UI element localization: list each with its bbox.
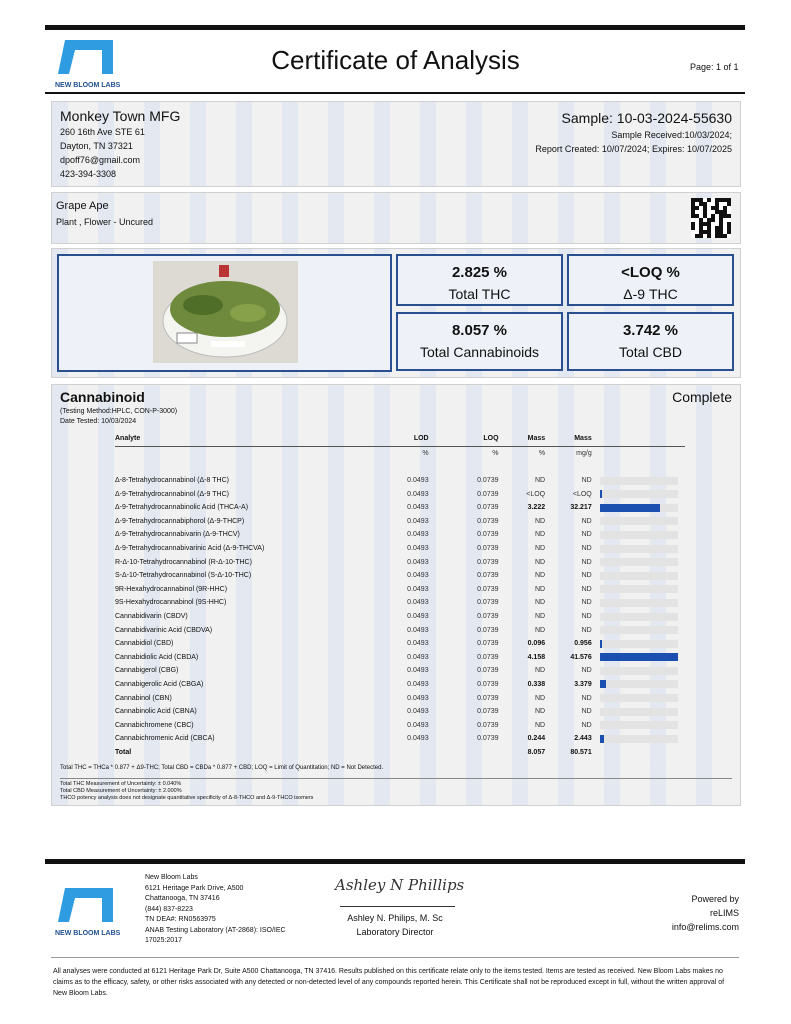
total-cbd-box xyxy=(567,312,734,371)
cell-mass-mg: 2.443 xyxy=(574,735,592,743)
cell-mass-pct: ND xyxy=(535,708,546,716)
cell-analyte: R-Δ-10-Tetrahydrocannabinol (R-Δ-10-THC) xyxy=(115,558,252,566)
cell-bar xyxy=(592,664,685,678)
col-analyte: Analyte xyxy=(115,432,359,446)
cell-mass-pct: 4.158 xyxy=(527,653,546,661)
bar-track xyxy=(600,599,678,607)
bar-track xyxy=(600,721,678,729)
bar-track xyxy=(600,694,678,702)
total-cannabinoids-value: 8.057 % xyxy=(451,322,508,339)
testing-method: (Testing Method:HPLC, CON-P-3000) xyxy=(60,408,178,415)
cell-mass-mg: 32.217 xyxy=(570,504,592,512)
bar-fill xyxy=(600,490,602,498)
cell-mass-mg: 41.576 xyxy=(570,653,592,661)
cell-loq: 0.0739 xyxy=(477,599,499,607)
table-row xyxy=(115,678,685,692)
cell-mass-mg: ND xyxy=(581,545,592,553)
cell-loq: 0.0739 xyxy=(477,640,499,648)
col-bar xyxy=(592,432,685,446)
cell-mass-pct: 0.244 xyxy=(527,735,546,743)
cell-loq: 0.0739 xyxy=(477,490,499,498)
cell-analyte: S-Δ-10-Tetrahydrocannabinol (S-Δ-10-THC) xyxy=(115,572,252,580)
total-thc-label: Total THC xyxy=(448,286,511,302)
client-phone: 423-394-3308 xyxy=(60,169,117,179)
footer-logo-icon xyxy=(55,888,135,922)
cell-analyte: Δ-9-Tetrahydrocannabivarin (Δ-9-THCV) xyxy=(115,531,240,539)
bar-track xyxy=(600,517,678,525)
date-tested: Date Tested: 10/03/2024 xyxy=(60,418,137,425)
bar-fill xyxy=(600,680,606,688)
cell-analyte: 9R-Hexahydrocannabinol (9R-HHC) xyxy=(115,585,228,593)
table-row xyxy=(115,596,685,610)
footer-address-line: 6121 Heritage Park Drive, A500 xyxy=(145,884,244,892)
unit-analyte xyxy=(115,446,359,460)
footer-logo xyxy=(55,888,135,937)
cell-bar xyxy=(592,474,685,488)
cell-lod: 0.0493 xyxy=(407,545,429,553)
table-row xyxy=(115,651,685,665)
footer-address xyxy=(145,873,286,947)
col-mass-mg: Mass xyxy=(545,432,592,446)
unit-lod: % xyxy=(422,449,429,457)
note-thco: THCO potency analysis does not designate quantitative specificity of Δ-8-THCO and Δ-9-THCO isomers xyxy=(60,795,314,801)
cell-mass-pct: ND xyxy=(535,545,546,553)
cell-analyte: Cannabidivarin (CBDV) xyxy=(115,613,188,621)
bar-fill xyxy=(600,735,605,743)
bar-track xyxy=(600,653,678,661)
product-panel xyxy=(51,192,741,244)
spacer-cell xyxy=(115,460,685,474)
note-cbd-uncertainty: Total CBD Measurement of Uncertainty: ± 2.000% xyxy=(60,788,182,794)
note-totals: Total THC = THCa * 0.877 + Δ9-THC; Total CBD = CBDa * 0.877 + CBD; LOQ = Limit of Quantitation; ND = Not Detected. xyxy=(60,765,384,771)
footer-address-line: (844) 837-8223 xyxy=(145,905,193,913)
signer-name: Ashley N. Philips, M. Sc xyxy=(347,913,443,923)
cell-lod: 0.0493 xyxy=(407,585,429,593)
cell-loq: 0.0739 xyxy=(477,545,499,553)
d9-thc-value: <LOQ % xyxy=(621,264,680,281)
cell-mass-pct: ND xyxy=(535,667,546,675)
unit-pct: % xyxy=(538,449,546,457)
cell-mass-mg: <LOQ xyxy=(572,490,592,498)
table-row xyxy=(115,515,685,529)
cell-bar xyxy=(592,623,685,637)
cell-lod: 0.0493 xyxy=(407,708,429,716)
cell-mass-pct: ND xyxy=(535,585,546,593)
table-row xyxy=(115,610,685,624)
bar-fill xyxy=(600,504,660,512)
client-email: dpoff76@gmail.com xyxy=(60,155,141,165)
cell-loq: 0.0739 xyxy=(477,721,499,729)
col-lod: LOD xyxy=(359,432,429,446)
cell-lod: 0.0493 xyxy=(407,667,429,675)
sample-photo xyxy=(153,261,298,363)
total-mass-mg: 80.571 xyxy=(570,748,592,756)
table-row xyxy=(115,583,685,597)
table-row xyxy=(115,691,685,705)
client-address2: Dayton, TN 37321 xyxy=(60,141,133,151)
cell-mass-mg: ND xyxy=(581,558,592,566)
d9-thc-box xyxy=(567,254,734,306)
cell-loq: 0.0739 xyxy=(477,694,499,702)
bar-track xyxy=(600,490,678,498)
cell-lod: 0.0493 xyxy=(407,599,429,607)
disclaimer: All analyses were conducted at 6121 Heritage Park Dr, Suite A500 Chattanooga, TN 37416. Results published on this certificate relate only to the items tested. Items are tested as received. New Bloom Labs makes no claims as to the efficacy, safety, or other risks associated with any detected or non-detected level of any compounds reported herein. This Certificate shall not be reproduced except in full, without the written approval of New Bloom Labs. xyxy=(53,968,725,997)
footer-address-line: Chattanooga, TN 37416 xyxy=(145,895,220,902)
cell-analyte: Δ-9-Tetrahydrocannabinolic Acid (THCA-A) xyxy=(115,504,249,512)
total-bar xyxy=(592,746,685,760)
cell-loq: 0.0739 xyxy=(477,680,499,688)
signature-line xyxy=(340,906,455,907)
cell-mass-pct: ND xyxy=(535,517,546,525)
powered-by-label: Powered by xyxy=(691,894,739,904)
cell-mass-mg: ND xyxy=(581,599,592,607)
cell-mass-mg: ND xyxy=(581,626,592,634)
sample-id: Sample: 10-03-2024-55630 xyxy=(561,110,732,126)
cell-mass-pct: ND xyxy=(535,721,546,729)
sample-photo-frame xyxy=(57,254,392,372)
cell-mass-mg: 0.956 xyxy=(574,640,592,648)
bar-track xyxy=(600,735,678,743)
cell-bar xyxy=(592,637,685,651)
total-loq xyxy=(429,746,499,760)
cell-analyte: Cannabichromene (CBC) xyxy=(115,721,194,729)
table-row xyxy=(115,555,685,569)
footer-address-line: TN DEA#: RN0563975 xyxy=(145,916,216,923)
col-mass-pct: Mass xyxy=(499,432,546,446)
cell-lod: 0.0493 xyxy=(407,477,429,485)
cell-mass-pct: ND xyxy=(535,613,546,621)
bar-track xyxy=(600,545,678,553)
table-row xyxy=(115,569,685,583)
qr-module xyxy=(727,234,731,238)
top-rule xyxy=(45,25,745,30)
cell-bar xyxy=(592,732,685,746)
cell-lod: 0.0493 xyxy=(407,572,429,580)
cell-loq: 0.0739 xyxy=(477,613,499,621)
cell-analyte: Cannabichromenic Acid (CBCA) xyxy=(115,735,215,743)
total-thc-value: 2.825 % xyxy=(451,264,508,281)
cell-analyte: Cannabinol (CBN) xyxy=(115,694,172,702)
cell-mass-pct: <LOQ xyxy=(526,490,546,498)
col-loq: LOQ xyxy=(429,432,499,446)
footer-logo-text: NEW BLOOM LABS xyxy=(55,930,121,937)
table-row xyxy=(115,718,685,732)
notes-divider xyxy=(60,778,732,779)
cell-loq: 0.0739 xyxy=(477,653,499,661)
cell-analyte: Δ-9-Tetrahydrocannabivarinic Acid (Δ-9-THCVA) xyxy=(115,545,265,553)
product-type: Plant , Flower - Uncured xyxy=(56,217,154,227)
disclaimer-divider xyxy=(51,957,739,958)
unit-loq: % xyxy=(492,449,499,457)
cell-lod: 0.0493 xyxy=(407,531,429,539)
cell-loq: 0.0739 xyxy=(477,531,499,539)
cell-bar xyxy=(592,569,685,583)
bar-track xyxy=(600,504,678,512)
sample-received: Sample Received:10/03/2024; xyxy=(611,130,732,140)
cell-loq: 0.0739 xyxy=(477,585,499,593)
cell-analyte: Cannabigerolic Acid (CBGA) xyxy=(115,680,204,688)
total-label: Total xyxy=(115,748,132,756)
cell-lod: 0.0493 xyxy=(407,694,429,702)
cell-lod: 0.0493 xyxy=(407,640,429,648)
powered-by xyxy=(672,892,739,934)
cell-bar xyxy=(592,691,685,705)
cell-mass-mg: ND xyxy=(581,721,592,729)
bar-fill xyxy=(600,653,678,661)
cell-mass-mg: 3.379 xyxy=(574,680,592,688)
cell-bar xyxy=(592,596,685,610)
cell-analyte: Cannabigerol (CBG) xyxy=(115,667,179,675)
cell-lod: 0.0493 xyxy=(407,626,429,634)
cell-mass-mg: ND xyxy=(581,531,592,539)
cell-loq: 0.0739 xyxy=(477,572,499,580)
cell-bar xyxy=(592,487,685,501)
cell-loq: 0.0739 xyxy=(477,735,499,743)
footer-address-line: ANAB Testing Laboratory (AT-2868): ISO/IEC xyxy=(145,926,286,934)
cell-lod: 0.0493 xyxy=(407,613,429,621)
cell-mass-mg: ND xyxy=(581,477,592,485)
client-panel xyxy=(51,101,741,187)
cannabinoid-title: Cannabinoid xyxy=(60,389,145,405)
bar-track xyxy=(600,667,678,675)
cell-mass-pct: ND xyxy=(535,694,546,702)
powered-by-name: reLIMS xyxy=(709,908,739,918)
table-row xyxy=(115,474,685,488)
signature: Ashley N Phillips xyxy=(335,876,465,894)
cell-analyte: Δ-8-Tetrahydrocannabinol (Δ-8 THC) xyxy=(115,477,230,485)
cell-lod: 0.0493 xyxy=(407,653,429,661)
powered-by-email: info@relims.com xyxy=(671,922,739,932)
bar-track xyxy=(600,708,678,716)
note-thc-uncertainty: Total THC Measurement of Uncertainty: ± 0.040% xyxy=(60,781,182,787)
cell-loq: 0.0739 xyxy=(477,708,499,716)
cell-lod: 0.0493 xyxy=(407,504,429,512)
total-cannabinoids-box xyxy=(396,312,563,371)
client-name: Monkey Town MFG xyxy=(60,108,181,124)
footer-address-line: New Bloom Labs xyxy=(145,874,198,881)
cell-lod: 0.0493 xyxy=(407,558,429,566)
cell-bar xyxy=(592,705,685,719)
cell-analyte: Δ-9-Tetrahydrocannabinol (Δ-9 THC) xyxy=(115,490,230,498)
total-cannabinoids-label: Total Cannabinoids xyxy=(419,344,540,360)
cell-loq: 0.0739 xyxy=(477,667,499,675)
table-header-row xyxy=(115,432,685,446)
total-cbd-label: Total CBD xyxy=(618,344,683,360)
cell-loq: 0.0739 xyxy=(477,477,499,485)
bar-track xyxy=(600,680,678,688)
bar-track xyxy=(600,477,678,485)
cell-analyte: Cannabidiolic Acid (CBDA) xyxy=(115,653,199,661)
cell-mass-pct: ND xyxy=(535,626,546,634)
table-row xyxy=(115,528,685,542)
footer-address-line: 17025:2017 xyxy=(145,937,182,944)
bar-fill xyxy=(600,640,602,648)
total-cbd-value: 3.742 % xyxy=(622,322,679,339)
cell-lod: 0.0493 xyxy=(407,680,429,688)
cell-bar xyxy=(592,528,685,542)
cell-bar xyxy=(592,515,685,529)
cell-mass-mg: ND xyxy=(581,613,592,621)
total-lod xyxy=(359,746,429,760)
cell-analyte: 9S-Hexahydrocannabinol (9S-HHC) xyxy=(115,599,227,607)
bar-track xyxy=(600,531,678,539)
cell-analyte: Cannabidiol (CBD) xyxy=(115,640,174,648)
cell-bar xyxy=(592,542,685,556)
cell-bar xyxy=(592,583,685,597)
page-title: Certificate of Analysis xyxy=(271,45,520,75)
cell-mass-mg: ND xyxy=(581,585,592,593)
cell-mass-mg: ND xyxy=(581,572,592,580)
table-row xyxy=(115,487,685,501)
d9-thc-label: Δ-9 THC xyxy=(623,286,678,302)
table-row xyxy=(115,623,685,637)
cell-mass-pct: ND xyxy=(535,531,546,539)
client-address1: 260 16th Ave STE 61 xyxy=(60,127,145,137)
cell-bar xyxy=(592,555,685,569)
lab-logo-text: NEW BLOOM LABS xyxy=(55,82,121,89)
cell-mass-pct: ND xyxy=(535,477,546,485)
bar-track xyxy=(600,558,678,566)
cell-mass-mg: ND xyxy=(581,708,592,716)
bar-track xyxy=(600,613,678,621)
cell-analyte: Cannabinolic Acid (CBNA) xyxy=(115,708,197,716)
cell-lod: 0.0493 xyxy=(407,735,429,743)
cell-loq: 0.0739 xyxy=(477,504,499,512)
cell-mass-pct: 0.096 xyxy=(527,640,546,648)
total-mass-pct: 8.057 xyxy=(527,748,546,756)
cell-loq: 0.0739 xyxy=(477,558,499,566)
cell-loq: 0.0739 xyxy=(477,517,499,525)
cell-analyte: Cannabidivarinic Acid (CBDVA) xyxy=(115,626,213,634)
cell-mass-pct: 3.222 xyxy=(527,504,546,512)
cell-mass-pct: ND xyxy=(535,558,546,566)
cell-mass-mg: ND xyxy=(581,517,592,525)
unit-bar xyxy=(592,446,685,460)
cell-bar xyxy=(592,610,685,624)
table-row xyxy=(115,501,685,515)
header-rule xyxy=(45,92,745,94)
bar-track xyxy=(600,640,678,648)
signer-title: Laboratory Director xyxy=(356,927,434,937)
cell-mass-pct: ND xyxy=(535,572,546,580)
cell-analyte: Δ-9-Tetrahydrocannabiphorol (Δ-9-THCP) xyxy=(115,517,245,525)
spacer-row xyxy=(115,460,685,474)
cell-bar xyxy=(592,718,685,732)
total-thc-box xyxy=(396,254,563,306)
table-row xyxy=(115,637,685,651)
cell-mass-pct: 0.338 xyxy=(527,680,546,688)
cell-bar xyxy=(592,678,685,692)
cell-mass-pct: ND xyxy=(535,599,546,607)
table-row xyxy=(115,732,685,746)
bar-track xyxy=(600,626,678,634)
cell-mass-mg: ND xyxy=(581,667,592,675)
units-row xyxy=(115,446,685,460)
cell-lod: 0.0493 xyxy=(407,490,429,498)
cell-bar xyxy=(592,651,685,665)
cell-bar xyxy=(592,501,685,515)
cell-mass-mg: ND xyxy=(581,694,592,702)
cell-lod: 0.0493 xyxy=(407,721,429,729)
footer-rule xyxy=(45,859,745,864)
table-row xyxy=(115,705,685,719)
total-row xyxy=(115,746,685,760)
unit-mg: mg/g xyxy=(576,449,592,457)
product-name: Grape Ape xyxy=(56,200,109,212)
cannabinoid-table xyxy=(115,432,685,759)
cell-loq: 0.0739 xyxy=(477,626,499,634)
qr-code-icon xyxy=(691,198,731,238)
bar-track xyxy=(600,585,678,593)
cell-lod: 0.0493 xyxy=(407,517,429,525)
page-number: Page: 1 of 1 xyxy=(690,62,739,72)
table-row xyxy=(115,542,685,556)
table-row xyxy=(115,664,685,678)
report-dates: Report Created: 10/07/2024; Expires: 10/07/2025 xyxy=(535,144,732,154)
cannabinoid-status: Complete xyxy=(672,389,732,405)
bar-track xyxy=(600,572,678,580)
